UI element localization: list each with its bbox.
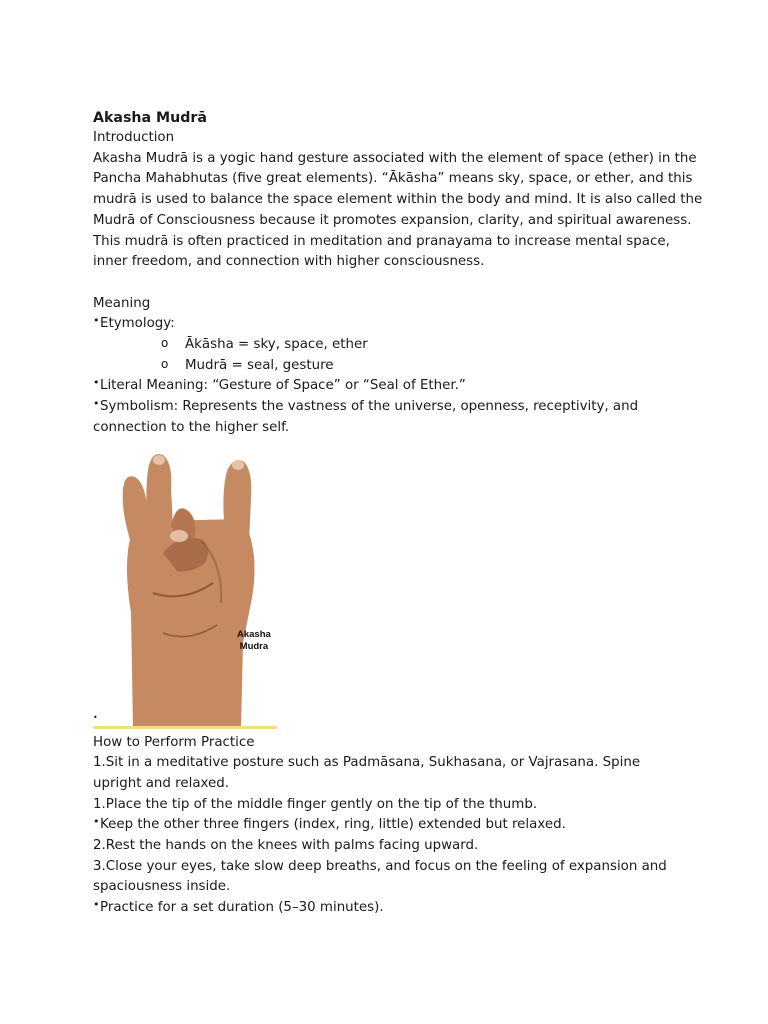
literal-meaning-text: Literal Meaning: “Gesture of Space” or “Seal of Ether.” bbox=[100, 378, 466, 394]
symbolism-text: Symbolism: Represents the vastness of the universe, openness, receptivity, and bbox=[100, 399, 639, 415]
bullet-icon: • bbox=[93, 376, 100, 390]
intro-line: Mudrā of Consciousness because it promotes expansion, clarity, and spiritual awareness. bbox=[93, 212, 692, 228]
image-caption: Akasha Mudra bbox=[237, 628, 271, 652]
bullet-icon: • bbox=[93, 815, 100, 829]
bullet-icon: • bbox=[93, 898, 100, 912]
intro-line: This mudrā is often practiced in meditation and pranayama to increase mental space, bbox=[93, 233, 670, 249]
intro-heading: Introduction bbox=[93, 130, 175, 145]
meaning-heading: Meaning bbox=[93, 295, 151, 311]
practice-step: 2.Rest the hands on the knees with palms facing upward. bbox=[93, 838, 479, 854]
akasha-mudra-image bbox=[93, 443, 277, 729]
intro-line: Pancha Mahabhutas (five great elements). “Ākāsha” means sky, space, or ether, and this bbox=[93, 171, 693, 187]
practice-heading: How to Perform Practice bbox=[93, 734, 255, 750]
practice-bullet: • Keep the other three fingers (index, ring, little) extended but relaxed. bbox=[93, 815, 693, 836]
intro-line: mudrā is used to balance the space element within the body and mind. It is also called the bbox=[93, 192, 703, 208]
image-base-line bbox=[93, 726, 277, 729]
sub-bullet-icon: o bbox=[161, 356, 169, 371]
bullet-icon: • bbox=[93, 397, 100, 411]
symbolism-bullet bbox=[93, 397, 693, 418]
document-page bbox=[93, 108, 703, 919]
intro-line: Akasha Mudrā is a yogic hand gesture associated with the element of space (ether) in the bbox=[93, 150, 697, 166]
hand-illustration bbox=[93, 443, 277, 729]
practice-step: 1.Place the tip of the middle finger gently on the tip of the thumb. bbox=[93, 796, 538, 812]
etymology-item: o Mudrā = seal, gesture bbox=[93, 356, 693, 377]
practice-bullet: • Practice for a set duration (5–30 minutes). bbox=[93, 898, 693, 919]
etymology-label: Etymology: bbox=[100, 316, 175, 332]
symbolism-continuation: connection to the higher self. bbox=[93, 419, 290, 435]
practice-step: 3.Close your eyes, take slow deep breaths, and focus on the feeling of expansion and bbox=[93, 858, 667, 874]
practice-step-continuation: spaciousness inside. bbox=[93, 879, 231, 895]
practice-step: 1.Sit in a meditative posture such as Padmāsana, Sukhasana, or Vajrasana. Spine bbox=[93, 755, 641, 771]
document-title: Akasha Mudrā bbox=[93, 110, 207, 126]
etymology-item: o Ākāsha = sky, space, ether bbox=[93, 335, 693, 356]
etymology-bullet bbox=[93, 314, 693, 335]
practice-step-continuation: upright and relaxed. bbox=[93, 775, 230, 791]
literal-meaning-bullet bbox=[93, 376, 693, 397]
bullet-icon: • bbox=[93, 712, 98, 722]
intro-line: inner freedom, and connection with higher consciousness. bbox=[93, 254, 485, 270]
sub-bullet-icon: o bbox=[161, 336, 169, 351]
bullet-icon: • bbox=[93, 314, 100, 328]
